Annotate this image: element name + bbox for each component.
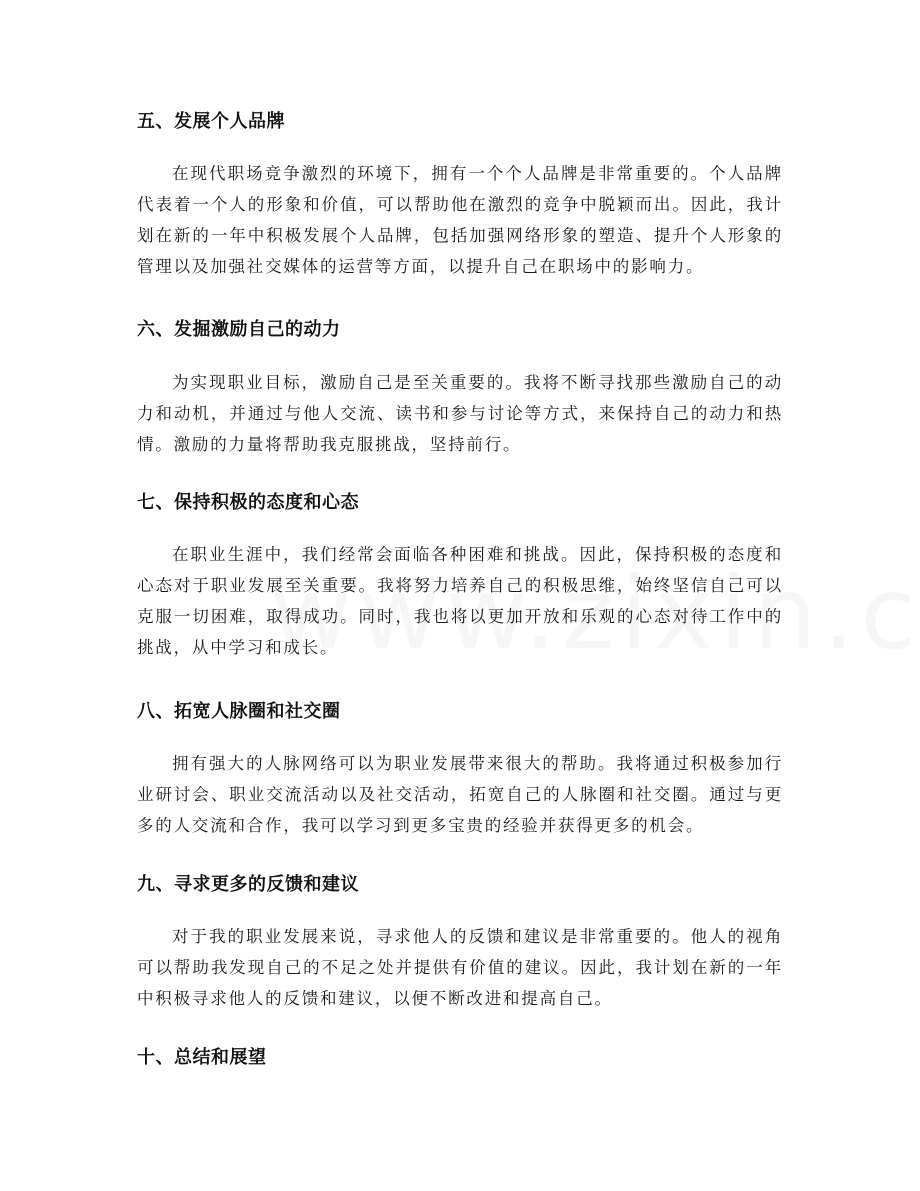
section-6-paragraph: 为实现职业目标，激励自己是至关重要的。我将不断寻找那些激励自己的动力和动机，并通过与他人交流、读书和参与讨论等方式，来保持自己的动力和热情。激励的力量将帮助我克服挑战，坚持前行。 bbox=[137, 373, 783, 454]
section-5-paragraph: 在现代职场竞争激烈的环境下，拥有一个个人品牌是非常重要的。个人品牌代表着一个人的形象和价值，可以帮助他在激烈的竞争中脱颖而出。因此，我计划在新的一年中积极发展个人品牌，包括加强网络形象的塑造、提升个人形象的管理以及加强社交媒体的运营等方面，以提升自己在职场中的影响力。 bbox=[137, 164, 783, 276]
section-7-heading: 七、保持积极的态度和心态 bbox=[137, 492, 359, 513]
section-9-paragraph: 对于我的职业发展来说，寻求他人的反馈和建议是非常重要的。他人的视角可以帮助我发现自己的不足之处并提供有价值的建议。因此，我计划在新的一年中积极寻求他人的反馈和建议，以便不断改进和提高自己。 bbox=[137, 927, 783, 1008]
section-8-heading: 八、拓宽人脉圈和社交圈 bbox=[137, 701, 341, 722]
section-5-heading: 五、发展个人品牌 bbox=[137, 111, 285, 132]
section-10-heading: 十、总结和展望 bbox=[137, 1047, 267, 1068]
section-8-paragraph: 拥有强大的人脉网络可以为职业发展带来很大的帮助。我将通过积极参加行业研讨会、职业交流活动以及社交活动，拓宽自己的人脉圈和社交圈。通过与更多的人交流和合作，我可以学习到更多宝贵的经验并获得更多的机会。 bbox=[137, 754, 783, 835]
section-9-heading: 九、寻求更多的反馈和建议 bbox=[137, 874, 359, 895]
section-7-paragraph: 在职业生涯中，我们经常会面临各种困难和挑战。因此，保持积极的态度和心态对于职业发展至关重要。我将努力培养自己的积极思维，始终坚信自己可以克服一切困难，取得成功。同时，我也将以更加开放和乐观的心态对待工作中的挑战，从中学习和成长。 bbox=[137, 545, 783, 657]
section-6-heading: 六、发掘激励自己的动力 bbox=[137, 319, 341, 340]
